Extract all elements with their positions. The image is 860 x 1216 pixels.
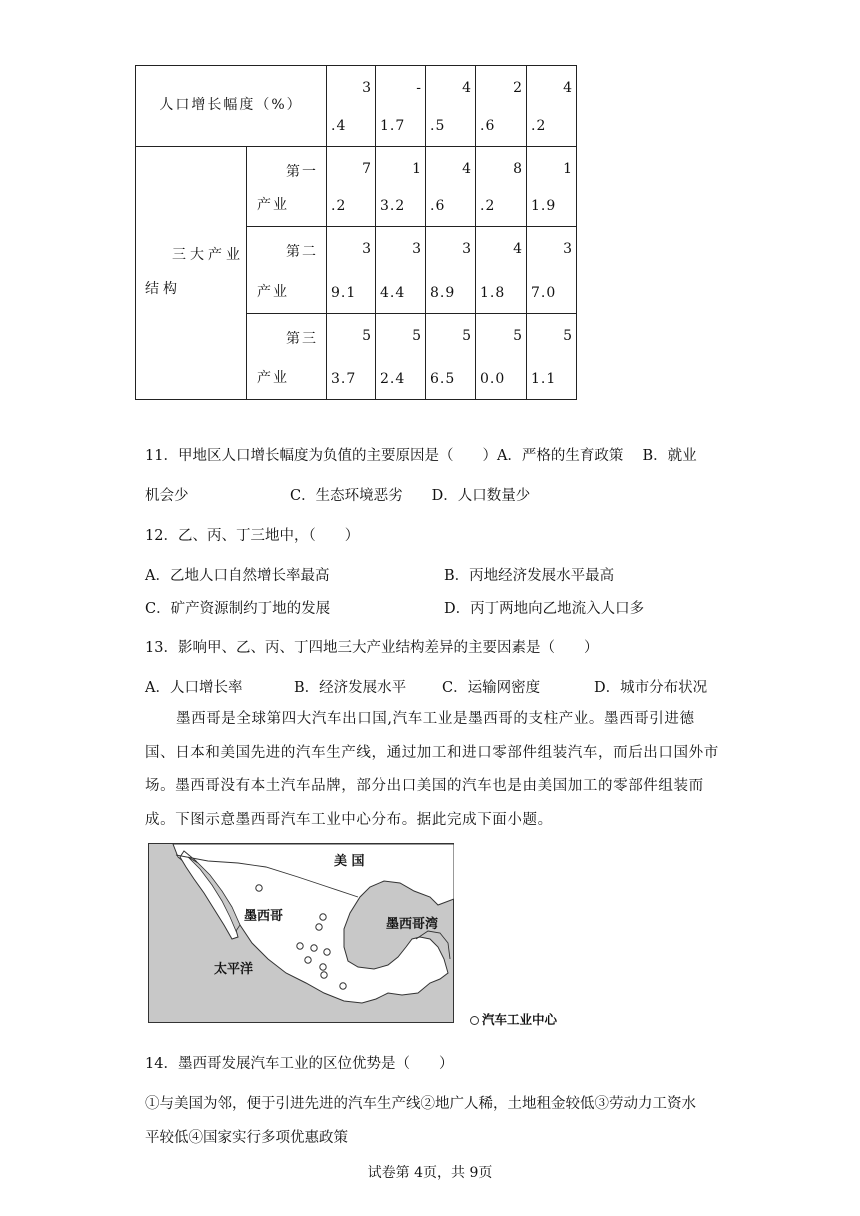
- mexico-map: [148, 843, 454, 1023]
- auto-center-marker: [320, 914, 326, 920]
- table-cell: 1 3.2: [380, 161, 421, 214]
- legend-circle-icon: [470, 1016, 479, 1025]
- auto-center-marker: [321, 972, 327, 978]
- map-legend: 汽车工业中心: [470, 1010, 557, 1028]
- industry-group-header: 三大产业 结构: [136, 147, 247, 400]
- passage-text: 墨西哥是全球第四大汽车出口国,汽车工业是墨西哥的支柱产业。墨西哥引进德国、日本和美国先进的汽车生产线，通过加工和进口零部件组装汽车，而后出口国外市场。墨西哥没有本土汽车品牌，部分出口美国的汽车也是由美国加工的零部件组装而成。下图示意墨西哥汽车工业中心分布。据此完成下面小题。: [145, 711, 719, 828]
- auto-center-marker: [305, 957, 311, 963]
- auto-center-marker: [324, 949, 330, 955]
- question-14-stem: 14．墨西哥发展汽车工业的区位优势是（ ）: [145, 1056, 454, 1072]
- table-cell: 3 4.4: [380, 241, 421, 301]
- table-cell: 7 .2: [331, 161, 371, 214]
- industry-row-primary: [136, 147, 577, 227]
- question-13-stem: 13．影响甲、乙、丙、丁四地三大产业结构差异的主要因素是（ ）: [145, 640, 599, 656]
- table-cell: 5 0.0: [480, 328, 522, 387]
- question-11-stem: 11．甲地区人口增长幅度为负值的主要原因是（ ）A．严格的生育政策 B．就业: [145, 448, 697, 464]
- table-cell: 3 .4: [331, 80, 371, 134]
- question-13-option-d: D．城市分布状况: [594, 680, 708, 696]
- map-drawing: [148, 843, 454, 1023]
- table-cell: 4 .2: [531, 80, 572, 134]
- question-12-stem: 12．乙、丙、丁三地中，（ ）: [145, 528, 360, 544]
- question-13-option-a: A．人口增长率: [145, 680, 243, 696]
- table-cell: 8 .2: [480, 161, 522, 214]
- table-cell: 4 1.8: [480, 241, 522, 301]
- question-13-option-b: B．经济发展水平: [294, 680, 407, 696]
- auto-center-marker: [256, 885, 262, 891]
- question-11-options: 机会少 C．生态环境恶劣 D．人口数量少: [145, 488, 531, 504]
- auto-center-marker: [316, 924, 322, 930]
- question-13-option-c: C．运输网密度: [442, 680, 541, 696]
- auto-center-marker: [297, 943, 303, 949]
- industry-label: 第二 产业: [257, 244, 318, 300]
- label-mexico: 墨西哥: [244, 909, 284, 924]
- question-12-option-d: D．丙丁两地向乙地流入人口多: [444, 601, 645, 617]
- label-gulf-of-mexico: 墨西哥湾: [386, 917, 439, 932]
- table-cell: 5 2.4: [380, 328, 421, 387]
- question-14-options-line1: ①与美国为邻，便于引进先进的汽车生产线②地广人稀，土地租金较低③劳动力工资水: [145, 1096, 696, 1112]
- data-table: [135, 65, 577, 400]
- label-pacific-ocean: 太平洋: [214, 962, 254, 977]
- label-usa: 美 国: [334, 854, 365, 869]
- auto-center-marker: [311, 945, 317, 951]
- industry-label: 第三 产业: [257, 331, 318, 386]
- page-footer: 试卷第 4页，共 9页: [367, 1165, 493, 1181]
- question-12-option-a: A．乙地人口自然增长率最高: [145, 568, 330, 584]
- table-cell: 1 1.9: [531, 161, 572, 214]
- question-14-options-line2: 平较低④国家实行多项优惠政策: [145, 1130, 348, 1146]
- table-cell: - 1.7: [380, 80, 421, 134]
- table-cell: 3 7.0: [531, 241, 572, 301]
- industry-label: 第一 产业: [257, 164, 318, 213]
- auto-center-marker: [340, 983, 346, 989]
- auto-center-marker: [320, 964, 326, 970]
- population-row: [136, 66, 577, 147]
- question-12-option-c: C．矿产资源制约丁地的发展: [145, 601, 331, 617]
- table-cell: 3 8.9: [430, 241, 471, 301]
- table-cell: 5 6.5: [430, 328, 471, 387]
- table-cell: 5 3.7: [331, 328, 371, 387]
- table-cell: 4 .6: [430, 161, 471, 214]
- question-12-option-b: B．丙地经济发展水平最高: [444, 568, 615, 584]
- table-cell: 3 9.1: [331, 241, 371, 301]
- population-row-header: 人口增长幅度（%）: [136, 66, 327, 147]
- table-cell: 4 .5: [430, 80, 471, 134]
- table-cell: 2 .6: [480, 80, 522, 134]
- table-cell: 5 1.1: [531, 328, 572, 387]
